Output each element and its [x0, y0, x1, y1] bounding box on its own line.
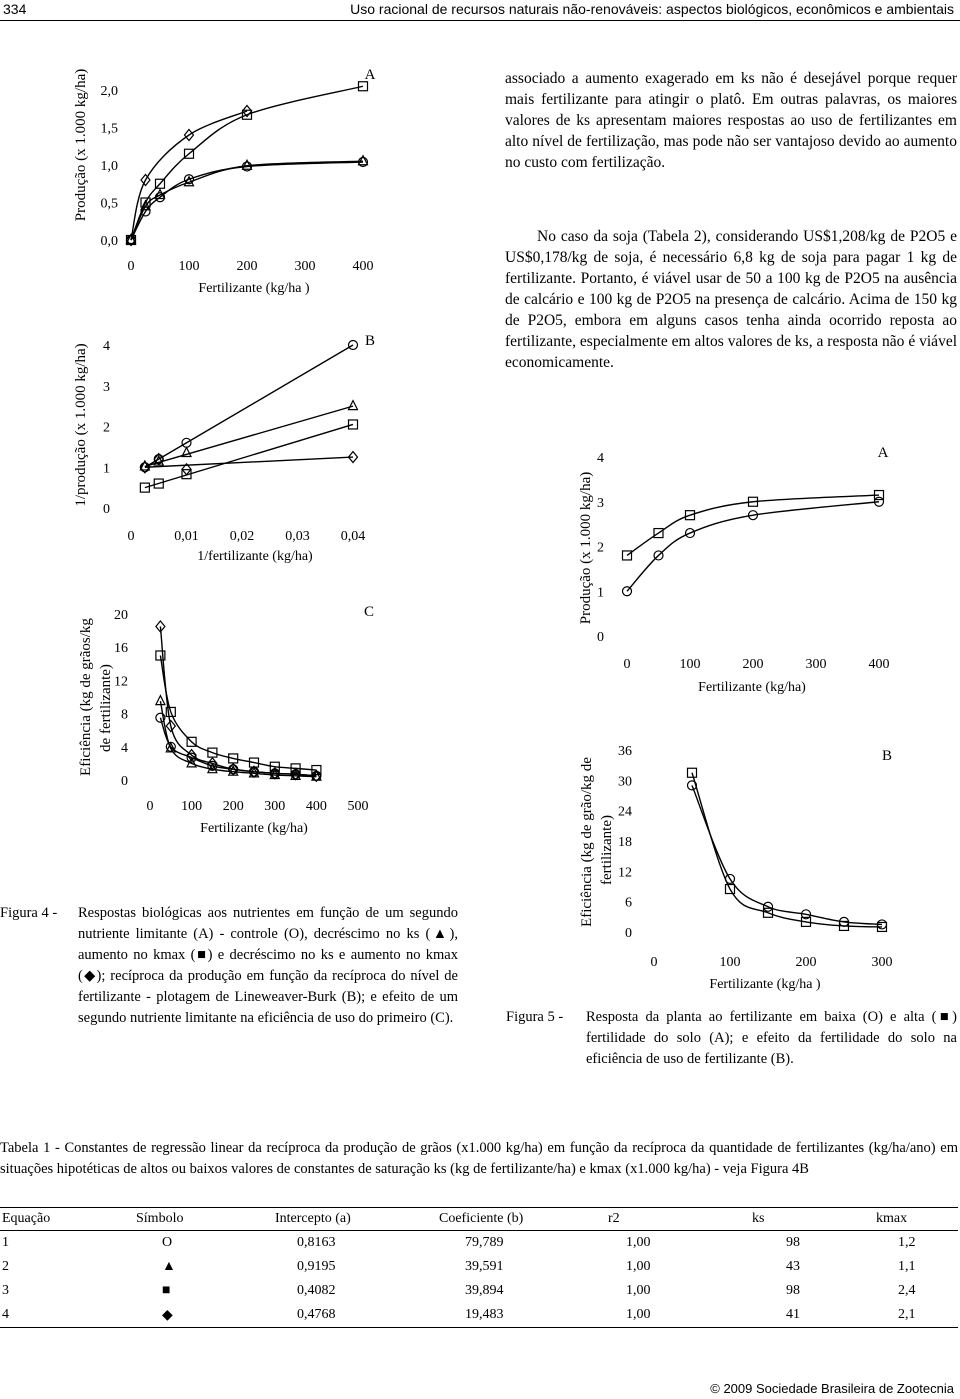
col-kmax: kmax — [874, 1208, 958, 1231]
x-tick-label: 200 — [222, 799, 244, 814]
series-line-triangle — [131, 161, 363, 240]
x-tick-label: 0 — [650, 955, 658, 970]
fig4c-panel-label: C — [363, 604, 375, 620]
x-tick-label: 0,02 — [229, 529, 255, 544]
y-tick-label: 12 — [618, 865, 632, 881]
y-tick-label: 0,5 — [100, 196, 118, 212]
x-tick-label: 400 — [305, 799, 327, 814]
y-tick-label: 20 — [114, 608, 128, 623]
x-tick-label: 0 — [146, 799, 154, 814]
cell: 98 — [786, 1283, 800, 1298]
cell: 1,00 — [626, 1259, 651, 1274]
cell: 2,4 — [898, 1283, 916, 1298]
y-tick-label: 12 — [114, 674, 128, 690]
y-tick-label: 1,5 — [100, 121, 118, 137]
y-tick-label: 24 — [618, 804, 632, 820]
symbol-cell: ◆ — [134, 1303, 273, 1328]
figure-4a — [73, 67, 376, 296]
y-tick-label: 4 — [103, 339, 110, 354]
table-header-row — [0, 1208, 958, 1231]
y-tick-label: 2,0 — [100, 84, 118, 99]
series-line-circle — [692, 785, 882, 924]
cell: 2 — [2, 1259, 9, 1274]
col-ks: ks — [750, 1208, 874, 1231]
symbol-cell: ▲ — [162, 1259, 176, 1274]
series-line-triangle — [145, 406, 353, 466]
x-tick-label: 0 — [127, 259, 135, 274]
x-tick-label: 200 — [236, 259, 258, 274]
body-paragraph-2: No caso da soja (Tabela 2), considerando US$1,208/kg de P2O5 e US$0,178/kg de soja, é necessário 6,8 kg de soja para pagar 1 kg de fertilizante. Portanto, é viável usar de 50 a 100 kg de P2O5 na ausência de calcário e 100 kg de P2O5 na presença de calcário. Acima de 150 kg de P2O5, embora em alguns casos tenha ainda ocorrido reposta ao fertilizante, especialmente em altos valores de ks, a resposta não é viável economicamente. — [505, 228, 957, 371]
y-tick-label: 0 — [625, 926, 632, 941]
col-intercepto: Intercepto (a) — [273, 1208, 437, 1231]
y-tick-label: 18 — [618, 835, 632, 850]
series-line-circle — [145, 345, 353, 467]
cell: 0,4082 — [297, 1283, 336, 1298]
fig4b-panel-label: B — [364, 333, 376, 349]
series-line-square — [692, 773, 882, 927]
x-tick-label: 400 — [868, 657, 890, 672]
y-tick-label: 4 — [597, 451, 604, 466]
y-tick-label: 16 — [114, 641, 128, 657]
body-paragraph-1: associado a aumento exagerado em ks não é desejável porque requer mais fertilizante para atingir o platô. Em outras palavras, os maiores valores de ks apresentam maiores respostas ao uso de fertilizantes em alto nível de fertilização, mas pode não ser vantajoso devido ao aumento no custo com fertilização. — [505, 70, 957, 171]
figure-4-caption-text: Respostas biológicas aos nutrientes em função de um segundo nutriente limitante (A) - controle (O), decréscimo no ks (▲), aumento no kmax (■) e decréscimo no ks e aumento no kmax (◆); recíproca da produção em função da recíproca do nível de fertilizante - plotagem de Lineweaver-Burk (B); e efeito de um segundo nutriente limitante na eficiência de uso do primeiro (C). — [78, 905, 458, 1026]
col-equacao: Equação — [0, 1208, 134, 1231]
figure-4b — [73, 333, 375, 564]
y-tick-label: 36 — [618, 744, 632, 759]
cell: 4 — [0, 1303, 134, 1328]
figure-5b — [579, 744, 893, 992]
y-tick-label: 4 — [121, 740, 128, 756]
x-tick-label: 300 — [294, 259, 316, 274]
cell: 98 — [786, 1235, 800, 1250]
x-tick-label: 100 — [178, 259, 200, 274]
series-line-square — [145, 424, 353, 487]
figure-4-caption — [0, 903, 458, 1113]
x-tick-label: 300 — [871, 955, 893, 970]
y-tick-label: 3 — [103, 379, 110, 395]
y-tick-label: 1,0 — [100, 159, 118, 174]
cell: 2,1 — [874, 1303, 958, 1328]
x-tick-label: 400 — [352, 259, 374, 274]
table-1 — [0, 1207, 958, 1328]
figure-5-caption-label: Figura 5 - — [506, 1009, 564, 1025]
cell: 1,2 — [898, 1235, 916, 1250]
cell: 39,591 — [465, 1259, 504, 1274]
fig5a-ylabel: Produção (x 1.000 kg/ha) — [578, 471, 594, 625]
x-tick-label: 0,01 — [174, 529, 199, 544]
cell: 39,894 — [465, 1283, 504, 1298]
series-line-square — [160, 656, 316, 771]
fig4a-xlabel: Fertilizante (kg/ha ) — [198, 281, 310, 296]
cell: 0,4768 — [273, 1303, 437, 1328]
fig4c-ylabel-1: Eficiência (kg de grãos/kg — [78, 618, 94, 776]
cell: 19,483 — [437, 1303, 606, 1328]
fig4a-ylabel: Produção (x 1.000 kg/ha) — [73, 68, 89, 222]
y-tick-label: 3 — [597, 495, 604, 511]
x-tick-label: 500 — [347, 799, 369, 814]
fig4a-panel-label: A — [364, 67, 376, 83]
figure-5a — [578, 445, 890, 695]
x-tick-label: 0 — [623, 657, 631, 672]
table-row — [0, 1303, 958, 1328]
series-line-circle — [160, 718, 316, 776]
y-tick-label: 0 — [121, 774, 128, 789]
page-number: 334 — [3, 1, 27, 17]
series-line-circle — [627, 502, 879, 592]
cell: 79,789 — [465, 1235, 504, 1250]
y-tick-label: 0 — [597, 630, 604, 645]
x-tick-label: 0,03 — [285, 529, 310, 544]
y-tick-label: 30 — [618, 774, 632, 790]
cell: 41 — [750, 1303, 874, 1328]
fig5b-ylabel-2: fertilizante) — [599, 815, 615, 885]
figure-5-caption-text: Resposta da planta ao fertilizante em baixa (O) e alta (■) fertilidade do solo (A); e efeito da fertilidade do solo na eficiência de uso de fertilizante (B). — [586, 1009, 957, 1067]
y-tick-label: 6 — [625, 895, 632, 911]
x-tick-label: 0,04 — [340, 529, 366, 544]
cell: 1,1 — [898, 1259, 916, 1274]
series-line-triangle — [160, 701, 316, 777]
fig4b-ylabel: 1/produção (x 1.000 kg/ha) — [73, 343, 89, 507]
copyright-footer: © 2009 Sociedade Brasileira de Zootecnia — [710, 1381, 954, 1396]
fig5b-xlabel: Fertilizante (kg/ha ) — [709, 977, 821, 992]
col-simbolo: Símbolo — [134, 1208, 273, 1231]
fig5b-panel-label: B — [881, 748, 893, 764]
table-1-caption: Tabela 1 - Constantes de regressão linear da recíproca da produção de grãos (x1.000 kg/ha) em função da recíproca da quantidade de fertilizantes (kg/ha/ano) em situações hipotéticas de altos ou baixos valores de constantes de saturação ks (kg de fertilizante/ha) e kmax (x1.000 kg/ha) - veja Figura 4B — [0, 1140, 958, 1177]
table-row — [0, 1255, 958, 1279]
y-tick-label: 2 — [103, 420, 110, 436]
x-tick-label: 100 — [719, 955, 741, 970]
y-tick-label: 2 — [597, 540, 604, 556]
x-tick-label: 100 — [181, 799, 203, 814]
cell: 1 — [2, 1235, 9, 1250]
y-tick-label: 0 — [103, 502, 110, 517]
cell: 0,9195 — [297, 1259, 336, 1274]
cell: 0,8163 — [297, 1235, 336, 1250]
col-coeficiente: Coeficiente (b) — [437, 1208, 606, 1231]
table-row — [0, 1231, 958, 1256]
cell: 43 — [786, 1259, 800, 1274]
figure-4-caption-label: Figura 4 - — [0, 905, 58, 921]
fig4c-xlabel: Fertilizante (kg/ha) — [200, 821, 308, 836]
symbol-cell: O — [162, 1235, 173, 1250]
x-tick-label: 0 — [127, 529, 135, 544]
y-tick-label: 1 — [103, 461, 110, 477]
data-point-triangle — [349, 401, 358, 410]
series-line-diamond — [145, 457, 353, 467]
cell: 1,00 — [606, 1303, 750, 1328]
y-tick-label: 0,0 — [100, 234, 118, 249]
fig5b-ylabel-1: Eficiência (kg de grão/kg de — [579, 757, 595, 927]
fig5a-xlabel: Fertilizante (kg/ha) — [698, 680, 806, 695]
col-r2: r2 — [606, 1208, 750, 1231]
figure-5-caption — [506, 1007, 957, 1077]
series-line-diamond — [160, 626, 316, 775]
x-tick-label: 200 — [795, 955, 817, 970]
cell: 1,00 — [626, 1283, 651, 1298]
running-title: Uso racional de recursos naturais não-renováveis: aspectos biológicos, econômicos e ambientais — [350, 1, 954, 17]
series-line-square — [627, 495, 879, 555]
y-tick-label: 1 — [597, 585, 604, 601]
fig5a-panel-label: A — [877, 445, 889, 461]
cell: 1,00 — [626, 1235, 651, 1250]
fig4b-xlabel: 1/fertilizante (kg/ha) — [197, 549, 313, 564]
x-tick-label: 300 — [805, 657, 827, 672]
symbol-cell: ■ — [162, 1283, 171, 1298]
x-tick-label: 100 — [679, 657, 701, 672]
x-tick-label: 300 — [264, 799, 286, 814]
y-tick-label: 8 — [121, 707, 128, 723]
fig4c-ylabel-2: de fertilizante) — [98, 664, 114, 752]
figure-4c — [78, 604, 374, 836]
x-tick-label: 200 — [742, 657, 764, 672]
cell: 3 — [2, 1283, 9, 1298]
table-row — [0, 1279, 958, 1303]
series-line-circle — [131, 162, 363, 240]
